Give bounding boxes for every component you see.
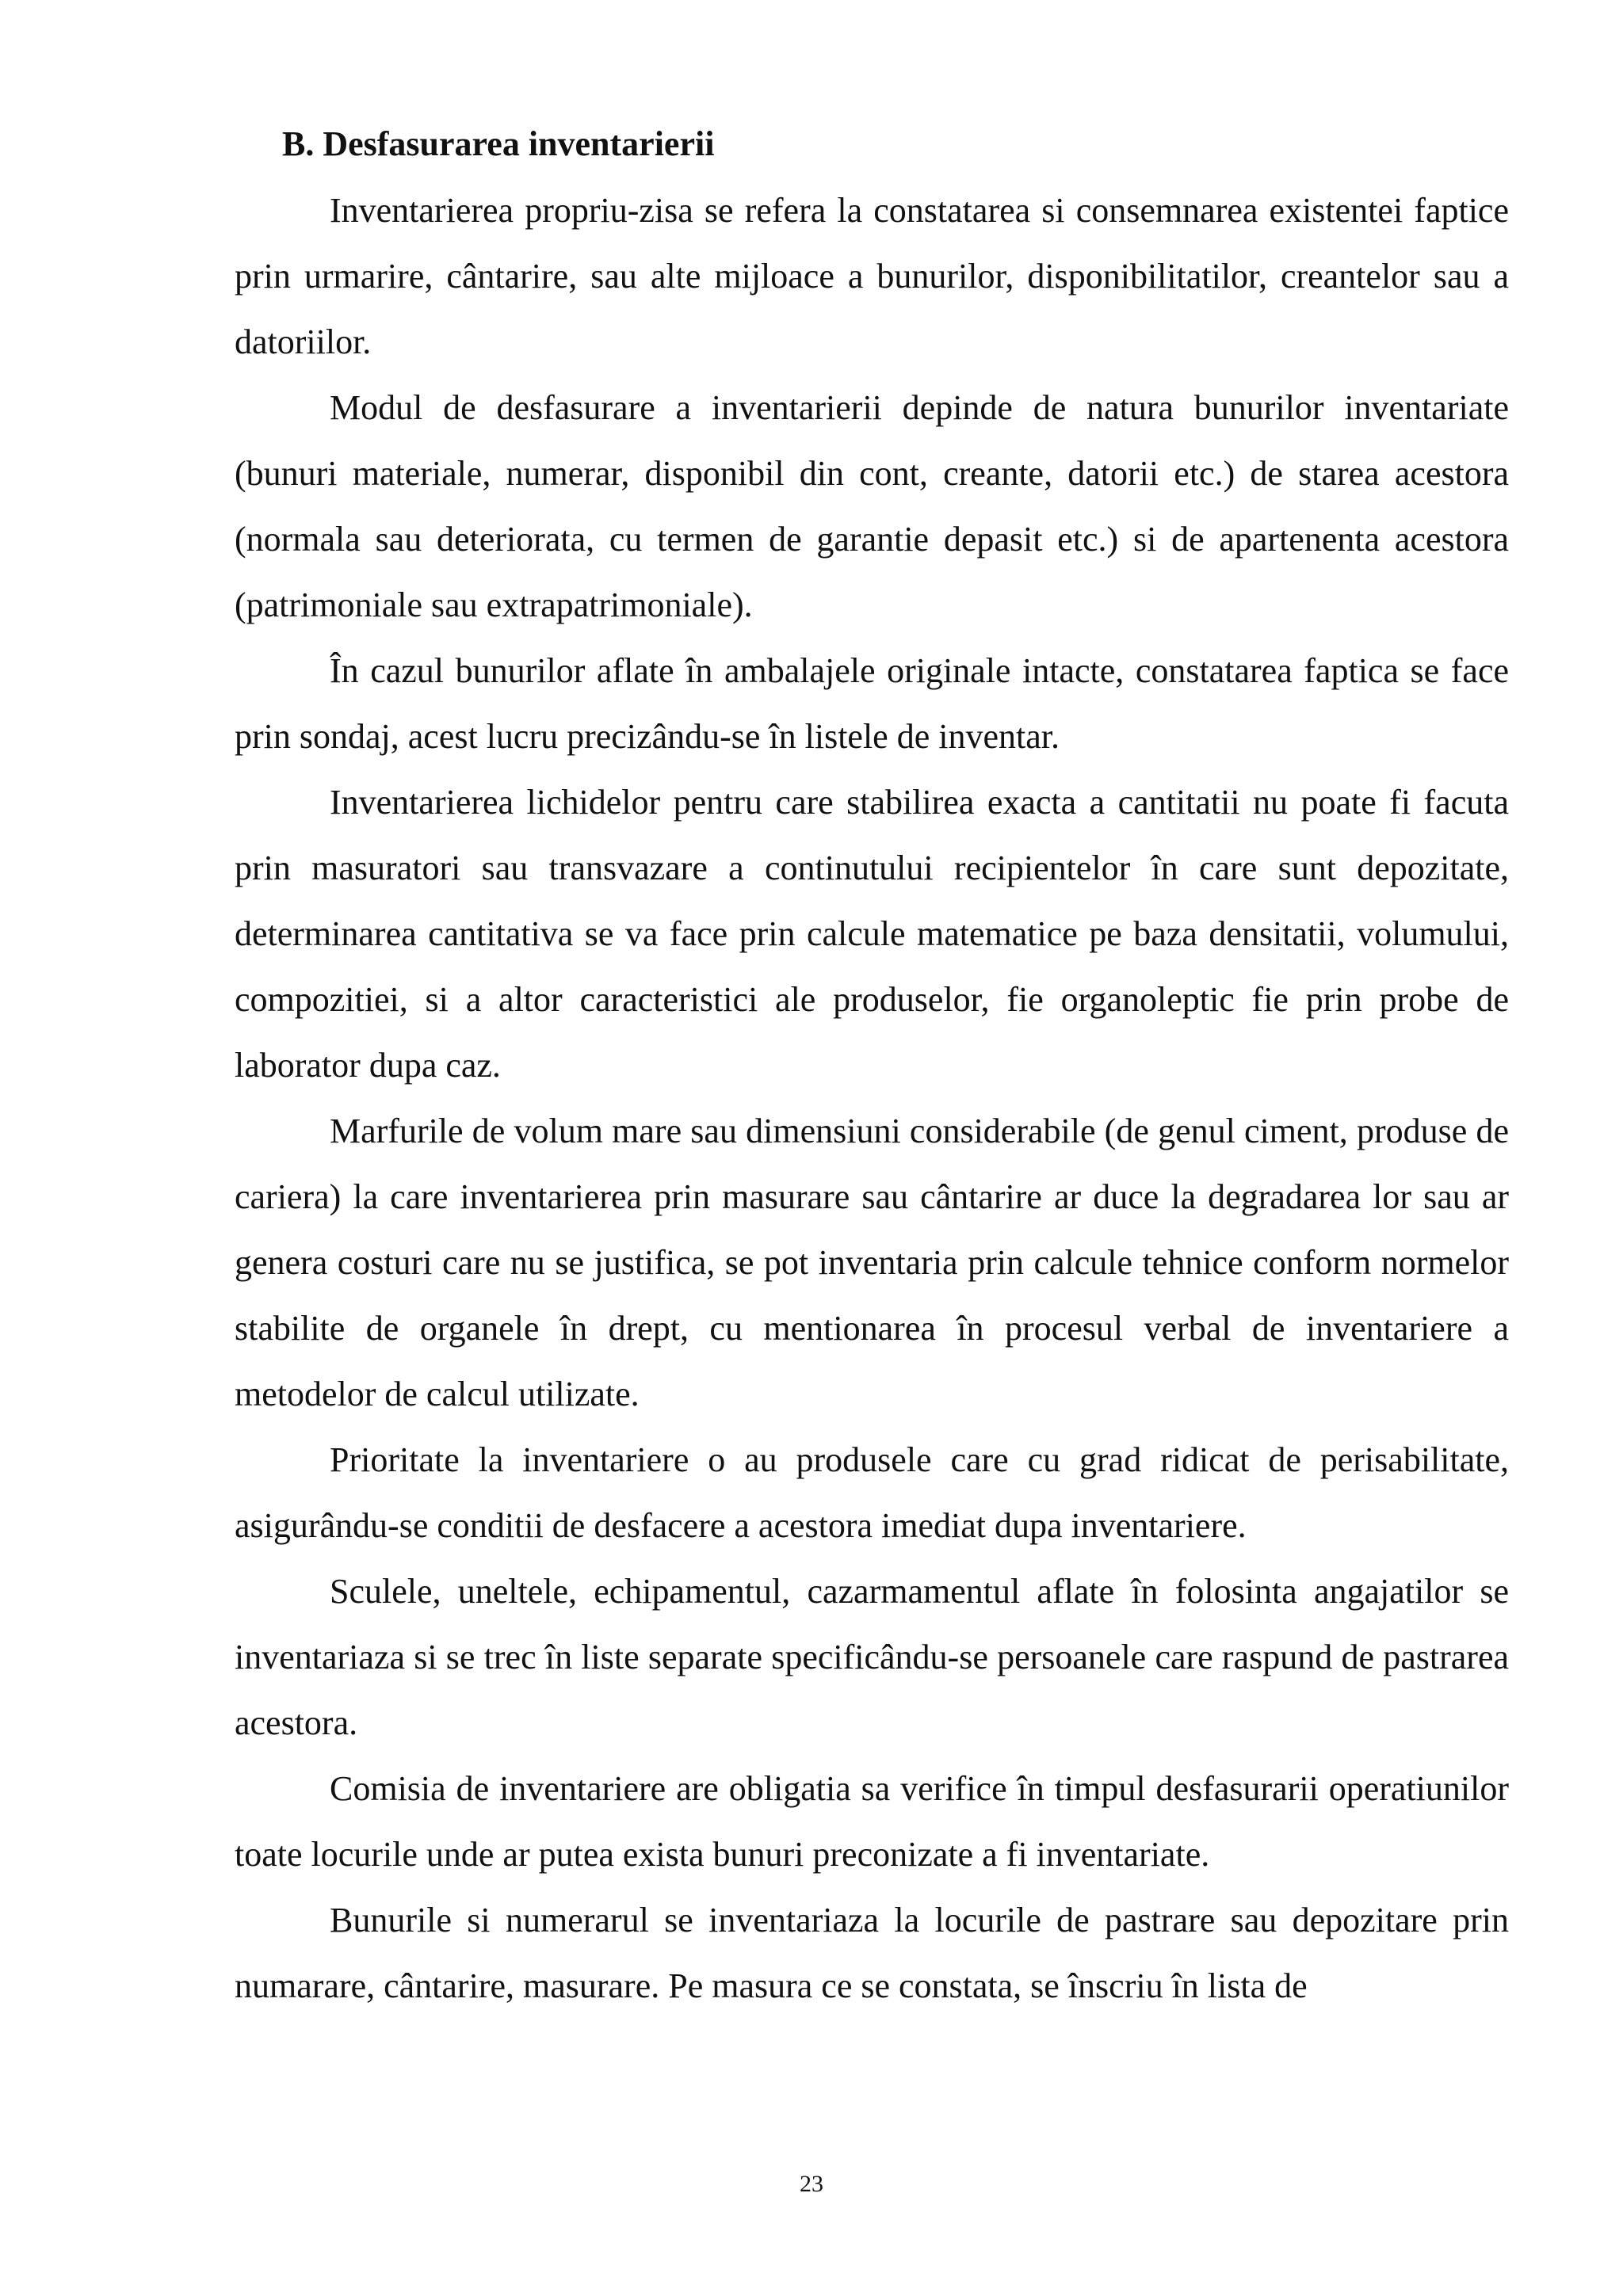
paragraph: Inventarierea propriu-zisa se refera la constatarea si consemnarea existentei faptice prin urmarire, cântarire, sau alte mijloace a bunurilor, disponibilitatilor, creantelor sau a datoriilor. (235, 191, 1509, 361)
paragraph: Comisia de inventariere are obligatia sa verifice în timpul desfasurarii operatiunilor toate locurile unde ar putea exista bunuri preconizate a fi inventariate. (235, 1769, 1509, 1874)
paragraph: Modul de desfasurare a inventarierii depinde de natura bunurilor inventariate (bunuri materiale, numerar, disponibil din cont, creante, datorii etc.) de starea acestora (normala sau deteriorata, cu termen de garantie depasit etc.) si de apartenenta acestora (patrimoniale sau extrapatrimoniale). (235, 388, 1509, 624)
paragraph: În cazul bunurilor aflate în ambalajele originale intacte, constatarea faptica se face prin sondaj, acest lucru precizându-se în listele de inventar. (235, 651, 1509, 756)
page-number: 23 (800, 2171, 823, 2197)
paragraph: Bunurile si numerarul se inventariaza la locurile de pastrare sau depozitare prin numarare, cântarire, masurare. Pe masura ce se constata, se înscriu în lista de (235, 1901, 1509, 2005)
paragraph: Sculele, uneltele, echipamentul, cazarmamentul aflate în folosinta angajatilor se inventariaza si se trec în liste separate specificându-se persoanele care raspund de pastrarea acestora. (235, 1572, 1509, 1742)
section-title: B. Desfasurarea inventarierii (282, 124, 715, 163)
paragraph: Marfurile de volum mare sau dimensiuni considerabile (de genul ciment, produse de cariera) la care inventarierea prin masurare sau cântarire ar duce la degradarea lor sau ar genera costuri care nu se justifica, se pot inventaria prin calcule tehnice conform normelor stabilite de organele în drept, cu mentionarea în procesul verbal de inventariere a metodelor de calcul utilizate. (235, 1112, 1509, 1413)
document-page (235, 111, 1509, 2019)
paragraph: Inventarierea lichidelor pentru care stabilirea exacta a cantitatii nu poate fi facuta prin masuratori sau transvazare a continutului recipientelor în care sunt depozitate, determinarea cantitativa se va face prin calcule matematice pe baza densitatii, volumului, compozitiei, si a altor caracteristici ale produselor, fie organoleptic fie prin probe de laborator dupa caz. (235, 783, 1509, 1085)
paragraph: Prioritate la inventariere o au produsele care cu grad ridicat de perisabilitate, asigurându-se conditii de desfacere a acestora imediat dupa inventariere. (235, 1440, 1509, 1545)
